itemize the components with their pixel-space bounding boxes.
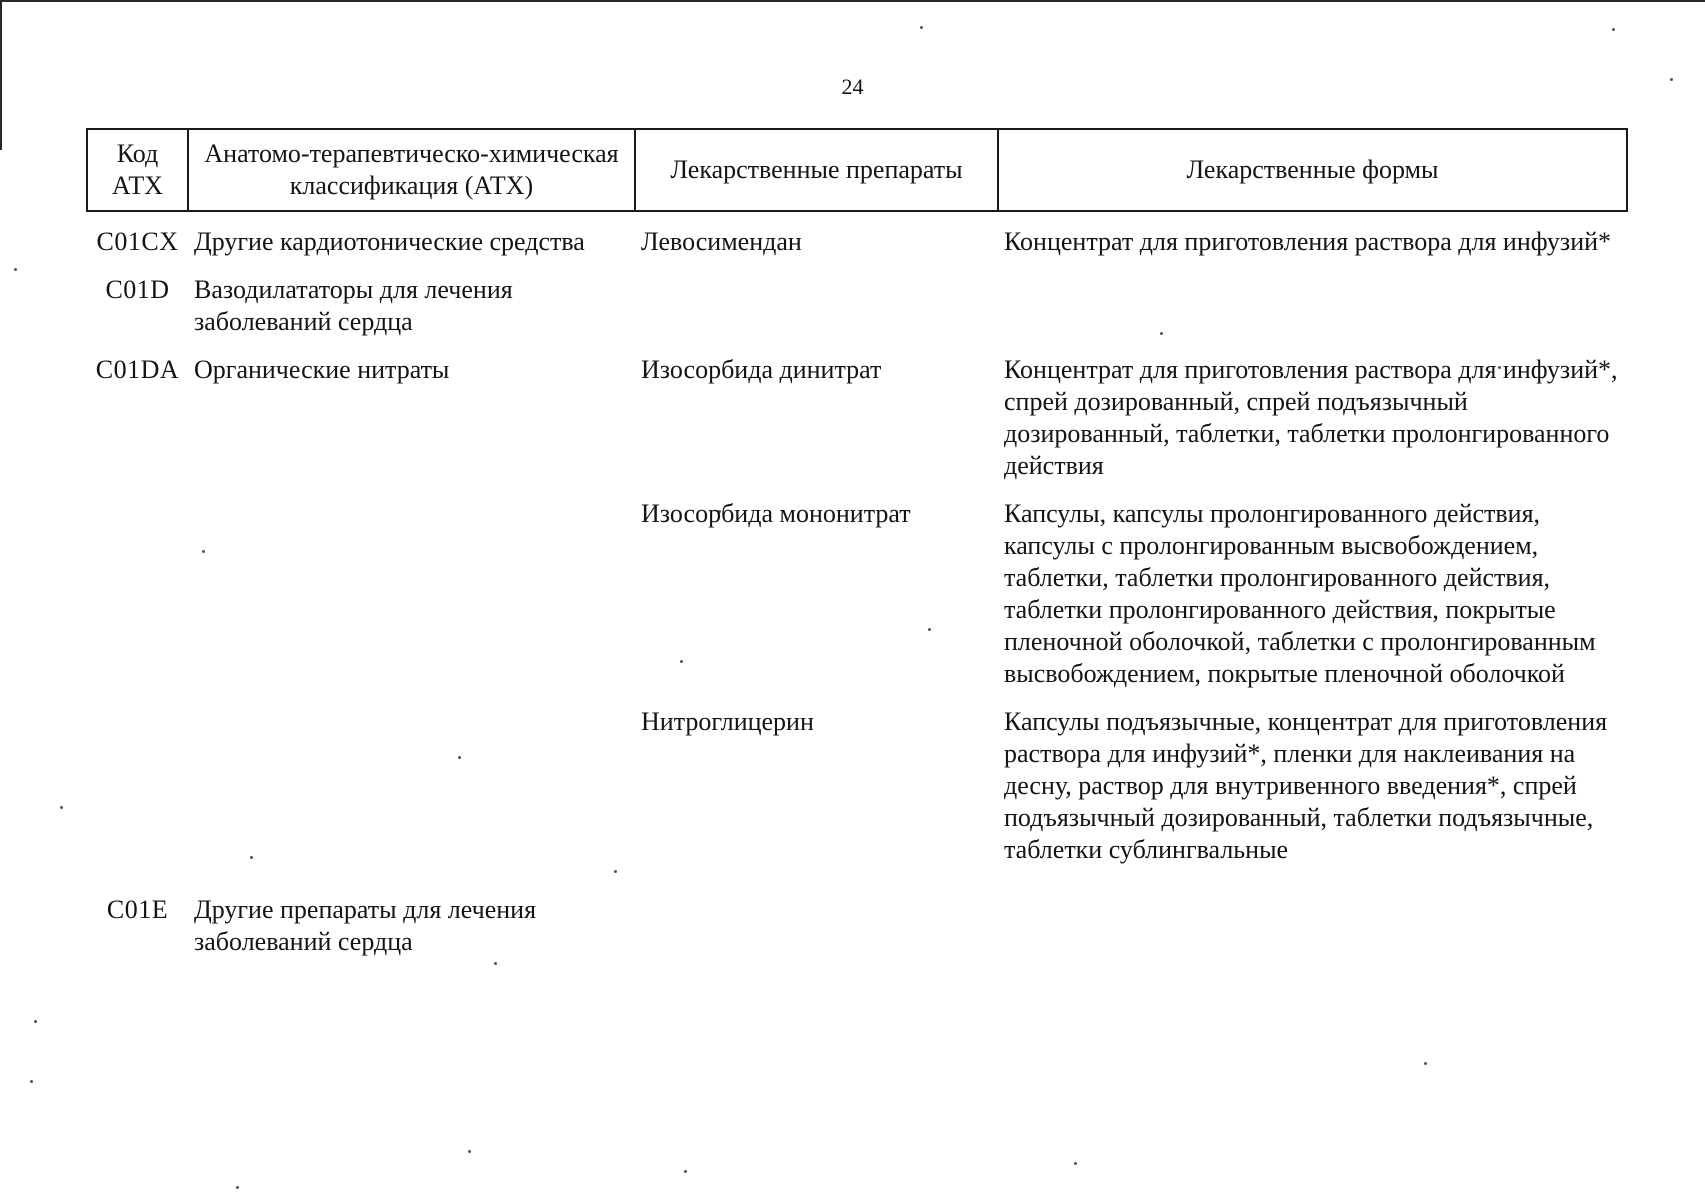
- classification-cell: Другие препараты для лечения заболеваний сердца: [194, 895, 537, 956]
- header-classification: Анатомо-терапевтическо-химическая классификация (АТХ): [188, 129, 635, 211]
- header-drugs: Лекарственные препараты: [635, 129, 998, 211]
- scan-speck: [1424, 1062, 1427, 1065]
- scan-speck: [920, 26, 923, 29]
- scan-speck: [236, 1186, 239, 1189]
- header-forms: Лекарственные формы: [998, 129, 1627, 211]
- table-header-row: [87, 129, 1627, 211]
- scan-speck: [1612, 28, 1615, 31]
- table-row: [87, 866, 1627, 958]
- atc-code-cell: [87, 690, 188, 866]
- atc-code-cell: C01D: [105, 275, 170, 304]
- drug-cell: [635, 866, 998, 958]
- dosage-forms-cell: Капсулы подъязычные, концентрат для приготовления раствора для инфузий*, пленки для наклеивания на десну, раствор для внутривенного введения*, спрей подъязычный дозированный, таблетки подъязычные, таблетки сублингвальные: [1004, 707, 1608, 864]
- drug-cell: Изосорбида динитрат: [641, 355, 882, 384]
- dosage-forms-cell: Концентрат для приготовления раствора для инфузий*: [1004, 227, 1612, 256]
- table-row: [87, 338, 1627, 482]
- classification-cell: Органические нитраты: [194, 355, 450, 384]
- classification-cell: Вазодилататоры для лечения заболеваний сердца: [194, 275, 513, 336]
- classification-cell: [188, 690, 635, 866]
- table-row: [87, 211, 1627, 258]
- dosage-forms-cell: [998, 866, 1627, 958]
- drug-cell: Левосимендан: [641, 227, 802, 256]
- scan-speck: [494, 962, 497, 965]
- scan-speck: [34, 1020, 37, 1023]
- dosage-forms-cell: Капсулы, капсулы пролонгированного действия, капсулы с пролонгированным высвобождением, таблетки, таблетки пролонгированного действия, таблетки пролонгированного действия, покрытые пленочной оболочкой, таблетки с пролонгированным высвобождением, покрытые пленочной оболочкой: [1004, 499, 1596, 688]
- scan-speck: [684, 1170, 687, 1173]
- classification-cell: [188, 482, 635, 690]
- scan-speck: [30, 1080, 33, 1083]
- atc-code-cell: [87, 482, 188, 690]
- dosage-forms-cell: [998, 258, 1627, 338]
- dosage-forms-cell: Концентрат для приготовления раствора для инфузий*, спрей дозированный, спрей подъязычный дозированный, таблетки, таблетки пролонгированного действия: [1004, 355, 1618, 480]
- atc-code-cell: C01CX: [96, 227, 179, 256]
- drug-cell: Изосорбида мононитрат: [641, 499, 911, 528]
- scan-edge-top: [0, 0, 1705, 2]
- drug-cell: Нитроглицерин: [641, 707, 814, 736]
- scan-speck: [1074, 1162, 1077, 1165]
- scan-speck: [60, 806, 63, 809]
- page-number: 24: [841, 74, 864, 99]
- atc-code-cell: C01E: [106, 895, 169, 924]
- drug-cell: [635, 258, 998, 338]
- atc-drug-table: [86, 128, 1628, 958]
- table-row: [87, 690, 1627, 866]
- table-row: [87, 482, 1627, 690]
- classification-cell: Другие кардиотонические средства: [194, 227, 585, 256]
- scan-speck: [468, 1150, 471, 1153]
- atc-code-cell: C01DA: [95, 355, 180, 384]
- scan-speck: [14, 268, 17, 271]
- header-code: Код АТХ: [87, 129, 188, 211]
- table-row: [87, 258, 1627, 338]
